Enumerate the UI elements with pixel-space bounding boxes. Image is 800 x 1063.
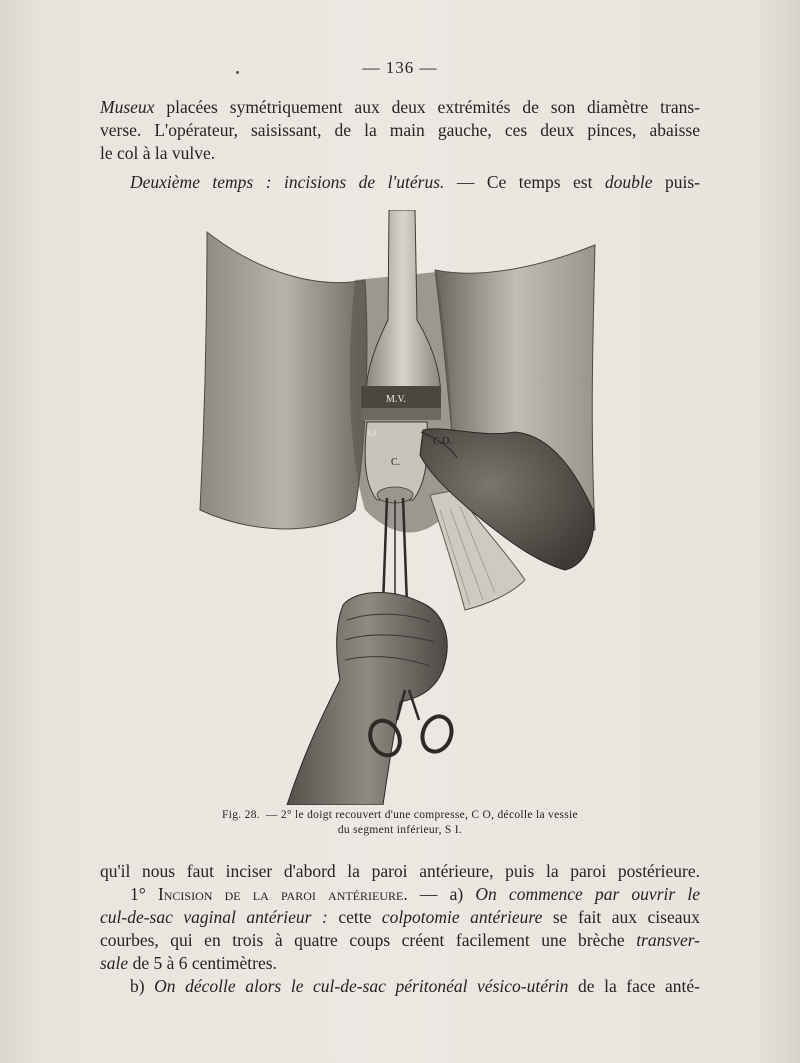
line2-italic-2: colpotomie antérieure: [381, 907, 543, 927]
step-middle: — Ce temps est: [444, 172, 605, 192]
caption-line-1: — 2° le doigt recouvert d'une compresse, C O, décolle la vessie: [265, 809, 578, 821]
page-number: — 136 —: [362, 58, 438, 77]
second-paragraph: [100, 171, 700, 194]
figure-caption: [160, 808, 640, 838]
line2-end: se fait aux ciseaux: [542, 907, 701, 927]
top-paragraph: [100, 96, 700, 165]
line3-start: courbes, qui en trois à quatre coups créent facilement une brèche: [100, 930, 637, 950]
p3-end: de la face anté-: [568, 976, 700, 996]
caption-line-2: du segment inférieur, S I.: [337, 824, 463, 836]
section-mid: — a): [407, 884, 476, 904]
line4-italic: sale: [100, 953, 129, 973]
step-title: Deuxième temps : incisions de l'utérus.: [130, 172, 445, 192]
line4-end: de 5 à 6 centimètres.: [128, 953, 277, 973]
figure-number: Fig. 28.: [222, 809, 260, 821]
label-mv: M.V.: [386, 394, 406, 405]
step-end: puis-: [652, 172, 701, 192]
section-number: 1°: [130, 884, 158, 904]
section-italic-1: On commence par ouvrir le: [475, 884, 700, 904]
label-co: C.O.: [433, 436, 452, 447]
bottom-line-1: qu'il nous faut inciser d'abord la paroi antérieure, puis la paroi postérieure.: [100, 861, 700, 881]
top-line-3: le col à la vulve.: [100, 143, 216, 163]
bottom-paragraphs: [100, 860, 700, 998]
p3-start: b): [130, 976, 155, 996]
line2-italic: cul-de-sac vaginal antérieur :: [100, 907, 328, 927]
top-line-1: placées symétriquement aux deux extrémités de son diamètre trans-: [154, 97, 700, 117]
label-c: C.: [391, 457, 401, 468]
p3-italic: On décolle alors le cul-de-sac péritonéal vésico-utérin: [154, 976, 569, 996]
label-si: S.I.: [367, 429, 379, 438]
print-speck: [236, 71, 239, 74]
step-italic-word: double: [604, 172, 653, 192]
top-line-2: verse. L'opérateur, saisissant, de la main gauche, ces deux pinces, abaisse: [100, 120, 700, 140]
surgical-illustration: [195, 210, 615, 805]
museux-italic: Museux: [100, 97, 155, 117]
line3-italic: transver-: [636, 930, 700, 950]
line2-mid: cette: [327, 907, 382, 927]
section-heading: Incision de la paroi antérieure.: [157, 884, 408, 904]
